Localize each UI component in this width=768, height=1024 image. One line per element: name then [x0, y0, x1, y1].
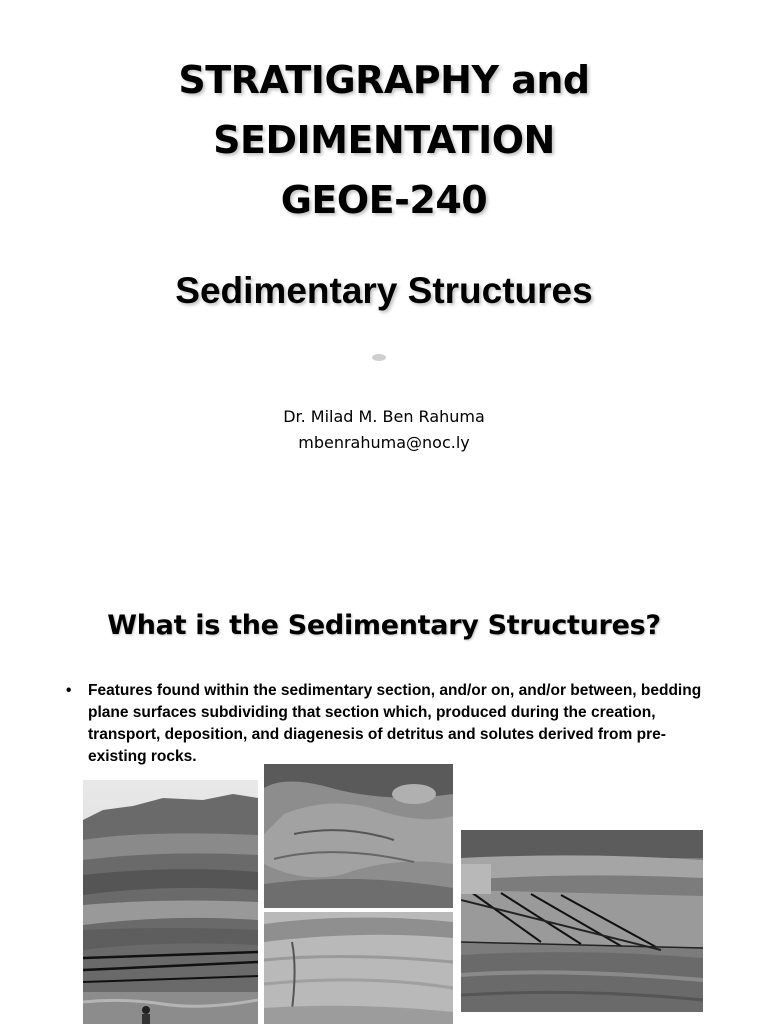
definition-slide [0, 580, 768, 1024]
author-block [160, 404, 608, 456]
course-title-line-3: GEOE-240 [280, 178, 488, 222]
course-title [120, 50, 648, 230]
bullet-text: Features found within the sedimentary section, and/or on, and/or between, bedding plane surfaces subdividing that section which, produced during the creation, transport, deposition, and diagenesis of detritus and solutes derived from pre-existing rocks. [88, 682, 702, 765]
cliff-with-bedding-photo [83, 780, 258, 1024]
cross-bedding-photo [461, 830, 703, 1012]
rock-surface-structures-photo [264, 764, 453, 908]
author-name: Dr. Milad M. Ben Rahuma [283, 407, 485, 426]
slide-heading: What is the Sedimentary Structures? [107, 610, 661, 641]
bullet-icon: • [66, 682, 72, 699]
bullet-item [66, 680, 708, 768]
decorative-glare [372, 354, 386, 361]
author-email: mbenrahuma@noc.ly [298, 433, 470, 452]
course-title-line-2: SEDIMENTATION [213, 118, 555, 162]
lecture-subtitle: Sedimentary Structures [175, 270, 593, 311]
course-title-line-1: STRATIGRAPHY and [178, 58, 590, 102]
rock-surface-closeup-photo [264, 912, 453, 1024]
